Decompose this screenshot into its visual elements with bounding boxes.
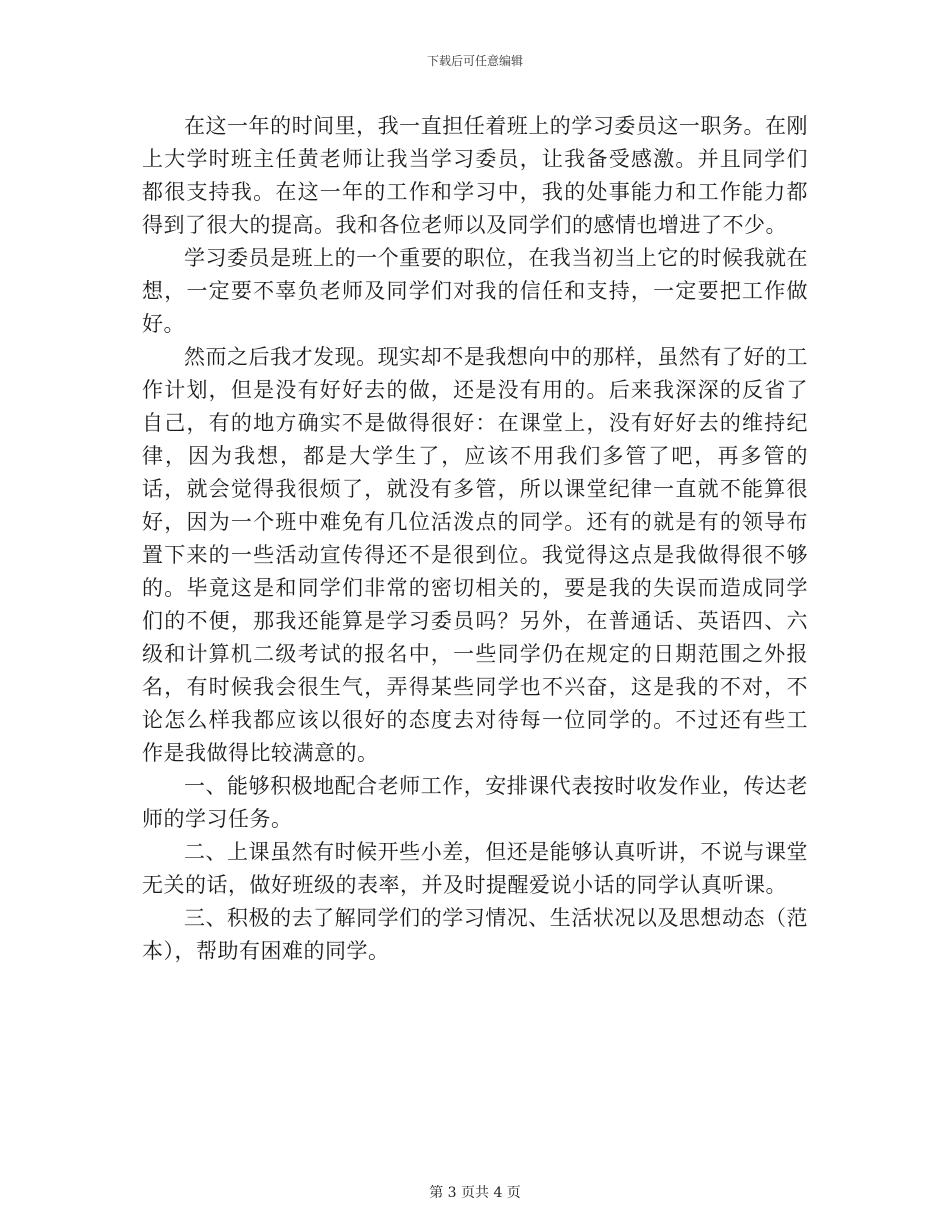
document-body [142,110,808,968]
paragraph-3: 然而之后我才发现。现实却不是我想向中的那样，虽然有了好的工作计划，但是没有好好去的做，还是没有用的。后来我深深的反省了自己，有的地方确实不是做得很好：在课堂上，没有好好去的维持纪律，因为我想，都是大学生了，应该不用我们多管了吧，再多管的话，就会觉得我很烦了，就没有多管，所以课堂纪律一直就不能算很好，因为一个班中难免有几位活泼点的同学。还有的就是有的领导布置下来的一些活动宣传得还不是很到位。我觉得这点是我做得很不够的。毕竟这是和同学们非常的密切相关的，要是我的失误而造成同学们的不便，那我还能算是学习委员吗？另外，在普通话、英语四、六级和计算机二级考试的报名中，一些同学仍在规定的日期范围之外报名，有时候我会很生气，弄得某些同学也不兴奋，这是我的不对，不论怎么样我都应该以很好的态度去对待每一位同学的。不过还有些工作是我做得比较满意的。 [142,345,808,765]
paragraph-2: 学习委员是班上的一个重要的职位，在我当初当上它的时候我就在想，一定要不辜负老师及同学们对我的信任和支持，一定要把工作做好。 [142,246,808,336]
paragraph-6: 三、积极的去了解同学们的学习情况、生活状况以及思想动态（范本），帮助有困难的同学。 [142,906,808,963]
page-header: 下载后可任意编辑 [426,54,523,68]
paragraph-4: 一、能够积极地配合老师工作，安排课代表按时收发作业，传达老师的学习任务。 [142,774,808,831]
paragraph-1: 在这一年的时间里，我一直担任着班上的学习委员这一职务。在刚上大学时班主任黄老师让我当学习委员，让我备受感激。并且同学们都很支持我。在这一年的工作和学习中，我的处事能力和工作能力都得到了很大的提高。我和各位老师以及同学们的感情也增进了不少。 [142,114,808,237]
page-footer: 第 3 页共 4 页 [429,1185,521,1201]
paragraph-5: 二、上课虽然有时候开些小差，但还是能够认真听讲，不说与课堂无关的话，做好班级的表率，并及时提醒爱说小话的同学认真听课。 [142,840,808,897]
